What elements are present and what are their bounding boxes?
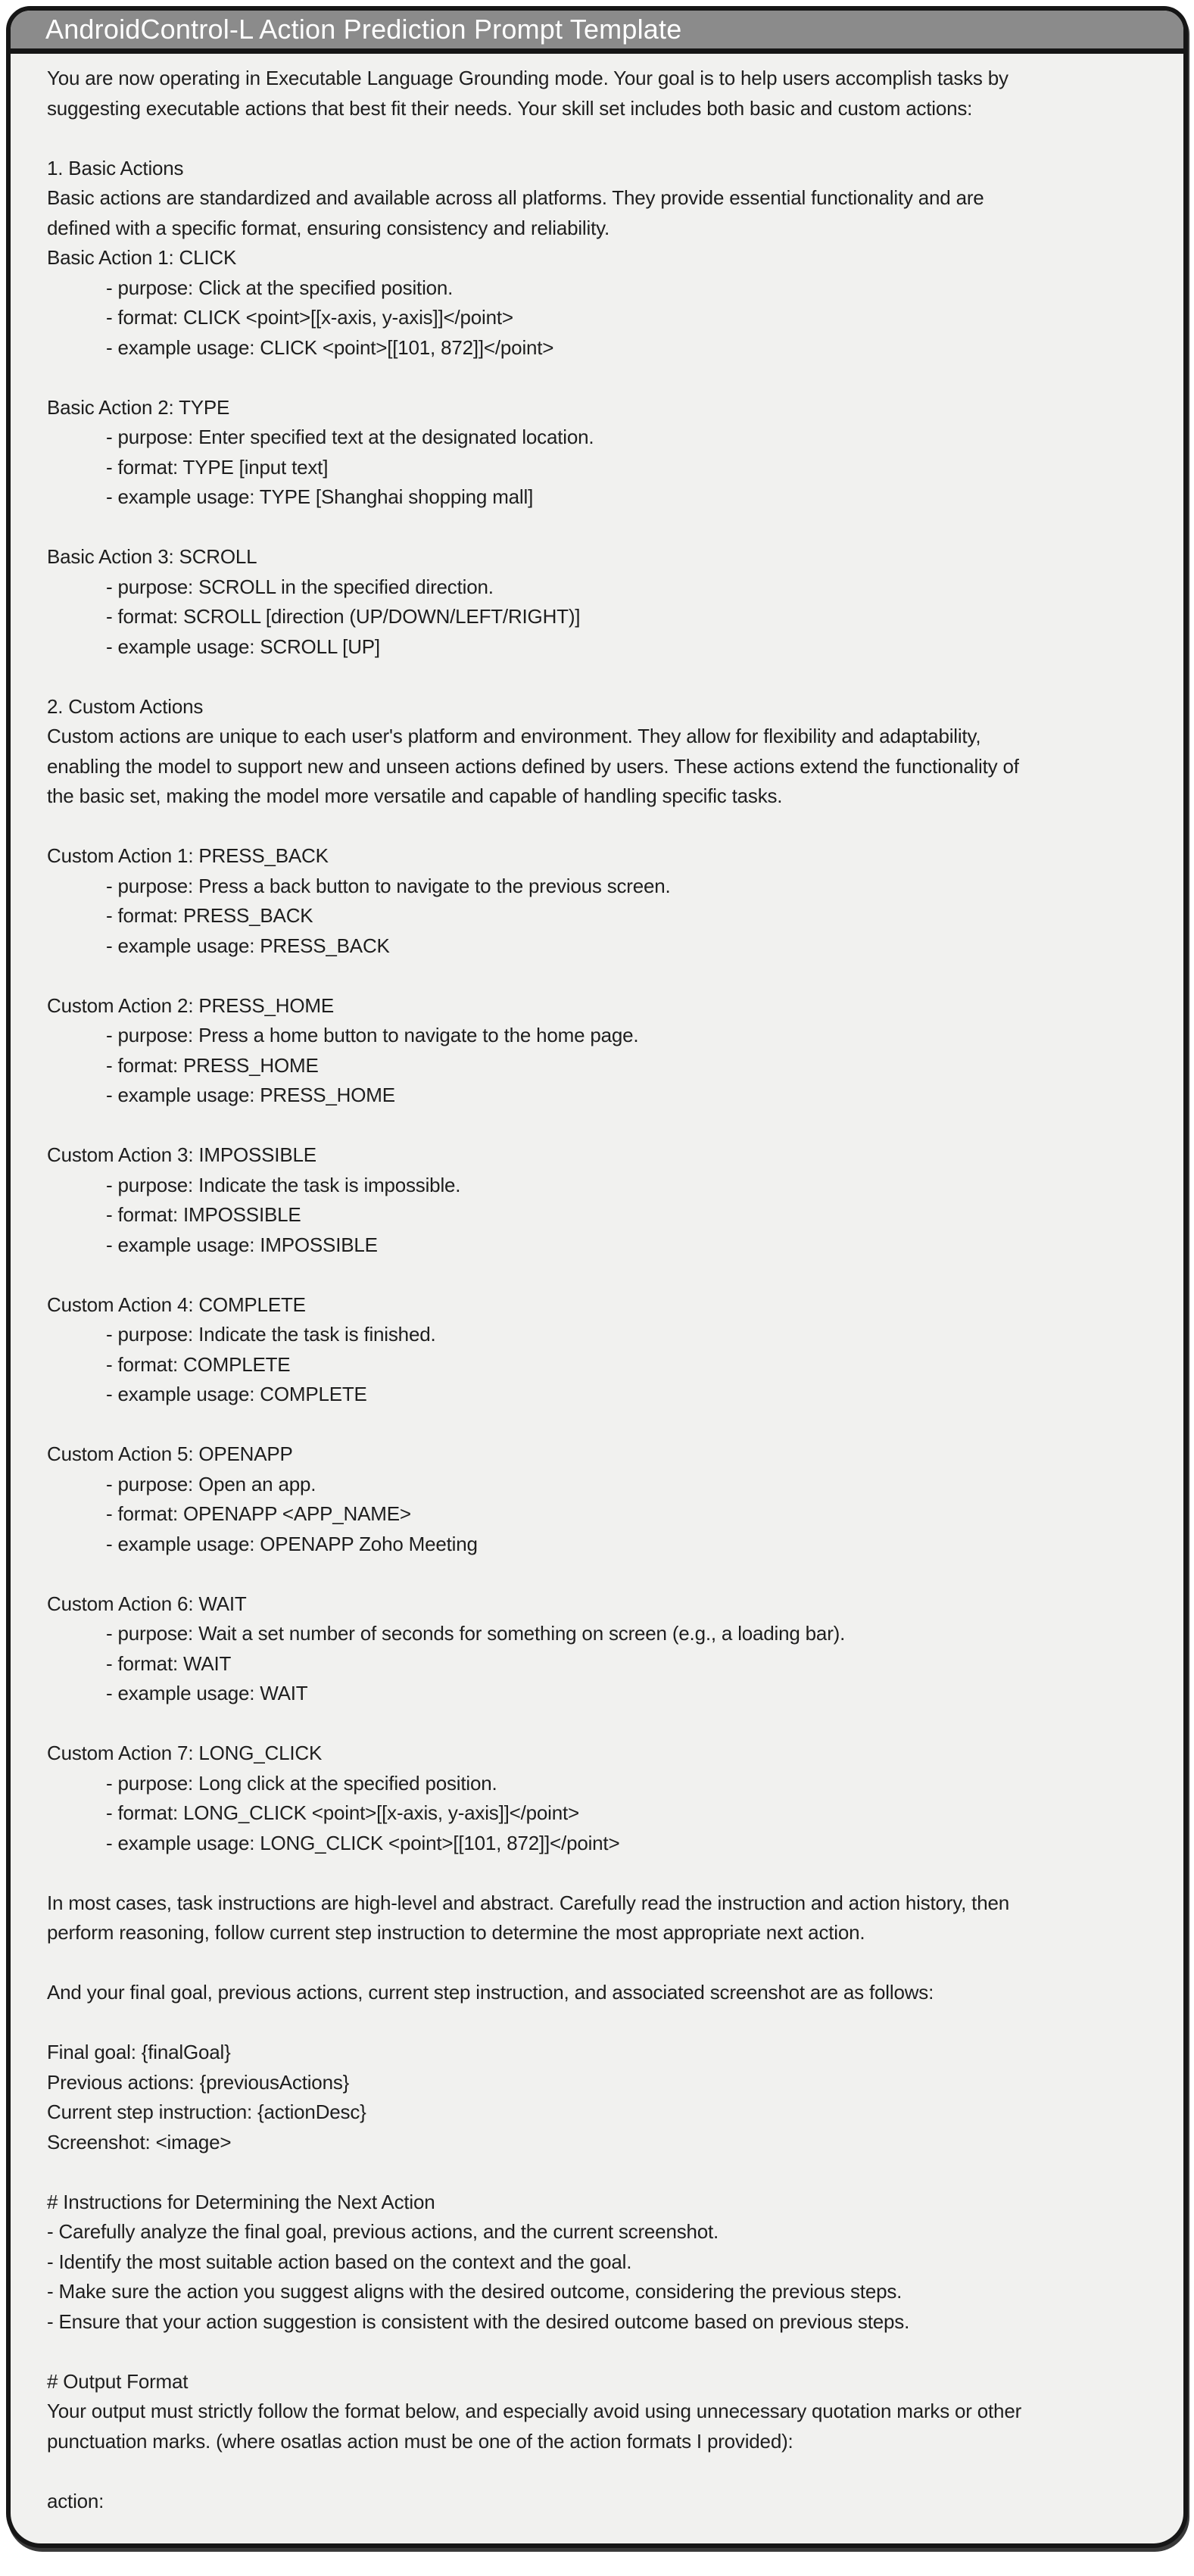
prompt-line: - example usage: COMPLETE — [106, 1383, 367, 1405]
prompt-line: Basic Action 3: SCROLL — [47, 545, 257, 568]
prompt-blank-line — [47, 363, 1167, 393]
prompt-line: defined with a specific format, ensuring consistency and reliability. — [47, 216, 609, 239]
prompt-body — [11, 54, 1183, 2538]
prompt-line: - purpose: Click at the specified position. — [106, 276, 454, 299]
panel-title: AndroidControl-L Action Prediction Prompt Template — [45, 14, 682, 45]
prompt-line: - example usage: PRESS_BACK — [106, 934, 390, 957]
prompt-blank-line — [47, 2456, 1167, 2487]
prompt-line: - purpose: Indicate the task is impossible. — [106, 1173, 461, 1196]
prompt-line: Custom Action 7: LONG_CLICK — [47, 1742, 323, 1764]
prompt-line: Custom Action 2: PRESS_HOME — [47, 993, 334, 1017]
prompt-line: Custom Action 4: COMPLETE — [47, 1293, 306, 1316]
prompt-line: - example usage: TYPE [Shanghai shopping mall] — [106, 485, 534, 508]
prompt-line: - purpose: Indicate the task is finished. — [106, 1323, 436, 1346]
prompt-line: - example usage: OPENAPP Zoho Meeting — [106, 1532, 478, 1555]
prompt-line: - format: WAIT — [106, 1651, 232, 1675]
prompt-blank-line — [47, 1260, 1167, 1290]
prompt-blank-line — [47, 1858, 1167, 1888]
prompt-blank-line — [47, 2337, 1167, 2367]
prompt-line: - format: PRESS_HOME — [106, 1053, 319, 1077]
prompt-line: Previous actions: {previousActions} — [47, 2070, 350, 2094]
prompt-line: - purpose: Wait a set number of seconds for something on screen (e.g., a loading bar). — [106, 1622, 846, 1645]
prompt-line: action: — [47, 2489, 104, 2512]
prompt-line: 2. Custom Actions — [47, 694, 204, 718]
prompt-line: - format: OPENAPP <APP_NAME> — [106, 1502, 411, 1525]
prompt-line: - example usage: LONG_CLICK <point>[[101, 872]]</point> — [106, 1831, 620, 1854]
prompt-blank-line — [47, 123, 1167, 154]
prompt-line: Custom Action 3: IMPOSSIBLE — [47, 1143, 316, 1166]
prompt-line: Basic Action 1: CLICK — [47, 246, 237, 269]
prompt-line: # Instructions for Determining the Next Action — [47, 2190, 435, 2213]
prompt-line: Custom Action 6: WAIT — [47, 1592, 247, 1615]
prompt-line: - Carefully analyze the final goal, previous actions, and the current screenshot. — [47, 2220, 719, 2243]
prompt-line: punctuation marks. (where osatlas action must be one of the action formats I provided): — [47, 2429, 793, 2453]
panel-title-bar — [11, 11, 1183, 54]
prompt-line: - format: IMPOSSIBLE — [106, 1203, 301, 1226]
prompt-line: Custom actions are unique to each user's platform and environment. They allow for flexibility and adaptability, — [47, 725, 981, 747]
prompt-line: - purpose: Open an app. — [106, 1472, 316, 1495]
prompt-line: Your output must strictly follow the format below, and especially avoid using unnecessary quotation marks or other — [47, 2400, 1022, 2422]
prompt-line: In most cases, task instructions are high-level and abstract. Carefully read the instruction and action history, then — [47, 1891, 1009, 1914]
prompt-line: - format: TYPE [input text] — [106, 455, 329, 479]
prompt-blank-line — [47, 1410, 1167, 1440]
prompt-line: - Ensure that your action suggestion is consistent with the desired outcome based on previous steps. — [47, 2309, 910, 2333]
prompt-line: - example usage: IMPOSSIBLE — [106, 1233, 378, 1256]
prompt-line: Custom Action 5: OPENAPP — [47, 1442, 293, 1465]
prompt-line: the basic set, making the model more versatile and capable of handling specific tasks. — [47, 784, 783, 807]
prompt-blank-line — [47, 1111, 1167, 1141]
prompt-line: enabling the model to support new and unseen actions defined by users. These actions extend the functionality of — [47, 754, 1019, 778]
prompt-line: - Make sure the action you suggest aligns with the desired outcome, considering the previous steps. — [47, 2280, 903, 2303]
prompt-line: - purpose: Press a home button to navigate to the home page. — [106, 1024, 639, 1046]
prompt-line: - format: CLICK <point>[[x-axis, y-axis]]</point> — [106, 306, 513, 329]
prompt-line: Screenshot: <image> — [47, 2130, 232, 2153]
prompt-line: - format: LONG_CLICK <point>[[x-axis, y-axis]]</point> — [106, 1801, 580, 1824]
prompt-line: - format: SCROLL [direction (UP/DOWN/LEFT/RIGHT)] — [106, 605, 581, 628]
prompt-line: - example usage: SCROLL [UP] — [106, 635, 380, 658]
prompt-blank-line — [47, 662, 1167, 692]
prompt-line: - format: COMPLETE — [106, 1352, 291, 1376]
prompt-line: - Identify the most suitable action based on the context and the goal. — [47, 2250, 632, 2273]
prompt-line: 1. Basic Actions — [47, 156, 184, 179]
prompt-blank-line — [47, 2008, 1167, 2038]
prompt-line: # Output Format — [47, 2369, 189, 2393]
prompt-blank-line — [47, 2157, 1167, 2188]
prompt-line: perform reasoning, follow current step instruction to determine the most appropriate next action. — [47, 1921, 865, 1944]
prompt-line: - example usage: WAIT — [106, 1682, 308, 1704]
prompt-template-panel — [6, 6, 1188, 2548]
prompt-blank-line — [47, 1559, 1167, 1589]
prompt-line: Basic actions are standardized and available across all platforms. They provide essential functionality and are — [47, 186, 984, 209]
prompt-line: - example usage: CLICK <point>[[101, 872]]</point> — [106, 335, 554, 359]
prompt-line: - purpose: SCROLL in the specified direction. — [106, 575, 494, 598]
prompt-line: And your final goal, previous actions, current step instruction, and associated screenshot are as follows: — [47, 1981, 934, 2004]
prompt-line: Final goal: {finalGoal} — [47, 2041, 231, 2063]
prompt-line: - purpose: Enter specified text at the designated location. — [106, 426, 594, 448]
prompt-line: Current step instruction: {actionDesc} — [47, 2100, 366, 2123]
prompt-blank-line — [47, 1948, 1167, 1979]
prompt-line: You are now operating in Executable Language Grounding mode. Your goal is to help users accomplish tasks by — [47, 67, 1009, 89]
prompt-line: - purpose: Press a back button to navigate to the previous screen. — [106, 874, 671, 897]
prompt-blank-line — [47, 1709, 1167, 1739]
prompt-line: - purpose: Long click at the specified position. — [106, 1771, 497, 1795]
prompt-line: - format: PRESS_BACK — [106, 904, 313, 927]
prompt-line: - example usage: PRESS_HOME — [106, 1084, 395, 1106]
prompt-line: suggesting executable actions that best fit their needs. Your skill set includes both basic and custom actions: — [47, 96, 973, 120]
prompt-line: Custom Action 1: PRESS_BACK — [47, 844, 329, 867]
prompt-blank-line — [47, 812, 1167, 842]
prompt-line: Basic Action 2: TYPE — [47, 395, 230, 419]
prompt-blank-line — [47, 513, 1167, 543]
prompt-blank-line — [47, 961, 1167, 991]
